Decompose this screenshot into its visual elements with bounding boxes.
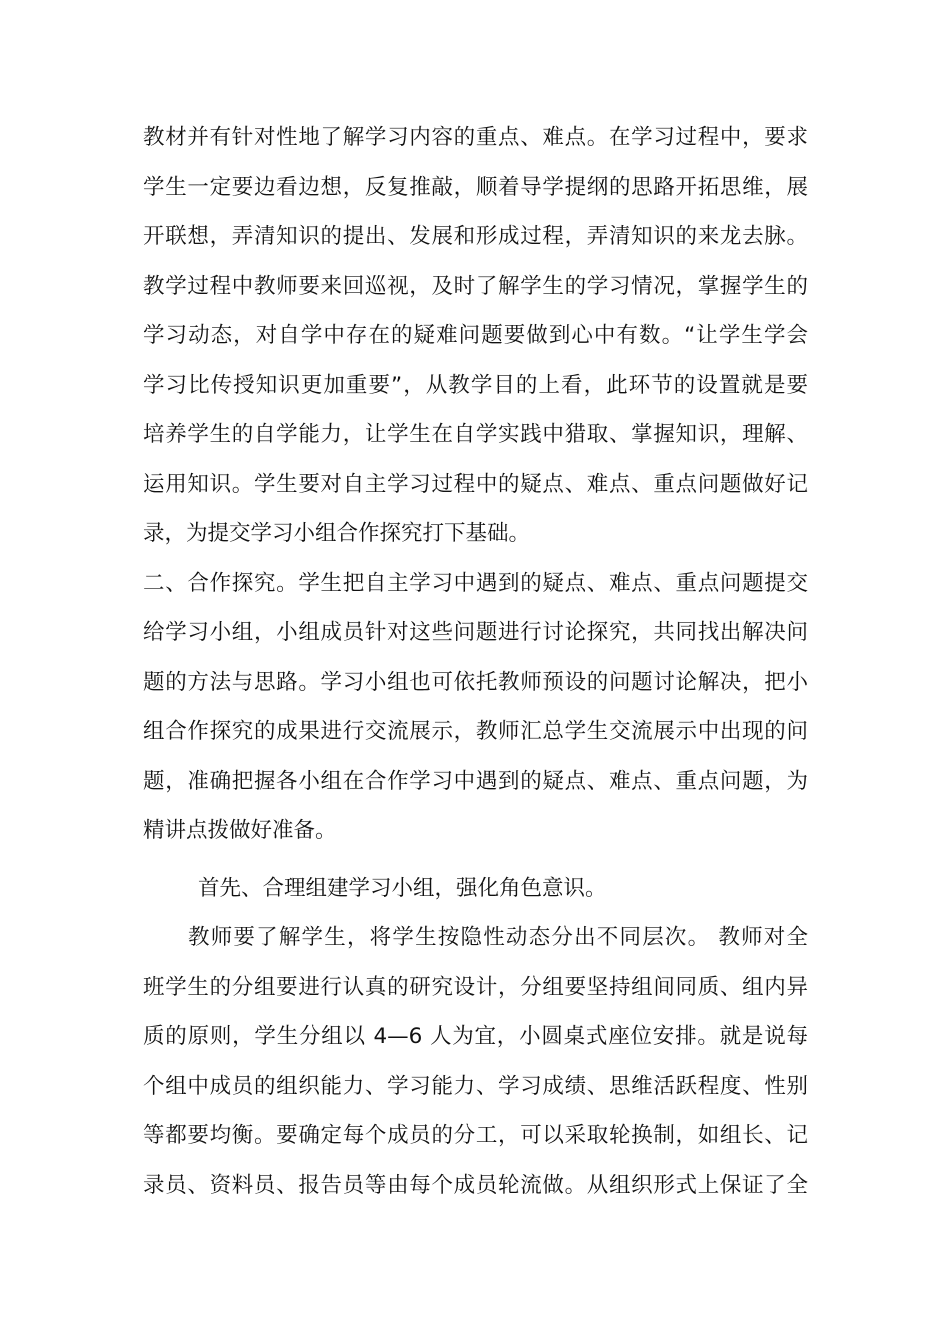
text-line: 运用知识。学生要对自主学习过程中的疑点、难点、重点问题做好记 [143, 471, 808, 497]
text-line: 题的方法与思路。学习小组也可依托教师预设的问题讨论解决，把小 [143, 669, 808, 695]
text-line: 等都要均衡。要确定每个成员的分工，可以采取轮换制，如组长、记 [143, 1123, 808, 1148]
text-line: 录，为提交学习小组合作探究打下基础。 [143, 521, 531, 546]
document-body [143, 113, 808, 1210]
text-line: 教学过程中教师要来回巡视，及时了解学生的学习情况，掌握学生的 [143, 273, 808, 299]
text-line: 开联想，弄清知识的提出、发展和形成过程，弄清知识的来龙去脉。 [143, 224, 808, 249]
text-line: 学习比传授知识更加重要”，从教学目的上看，此环节的设置就是要 [143, 372, 808, 398]
text-line: 组合作探究的成果进行交流展示，教师汇总学生交流展示中出现的问 [143, 719, 808, 744]
text-line: 题，准确把握各小组在合作学习中遇到的疑点、难点、重点问题，为 [143, 768, 808, 794]
text-line: 给学习小组，小组成员针对这些问题进行讨论探究，共同找出解决问 [143, 620, 808, 645]
text-line: 教师要了解学生，将学生按隐性动态分出不同层次。 教师对全 [188, 925, 808, 950]
paragraph-3 [143, 864, 808, 914]
paragraph-2 [143, 559, 808, 856]
text-line: 录员、资料员、报告员等由每个成员轮流做。从组织形式上保证了全 [143, 1172, 808, 1198]
text-line: 班学生的分组要进行认真的研究设计，分组要坚持组间同质、组内异 [143, 974, 808, 1000]
text-line: 二、合作探究。学生把自主学习中遇到的疑点、难点、重点问题提交 [143, 570, 808, 596]
text-line: 培养学生的自学能力，让学生在自学实践中猎取、掌握知识，理解、 [143, 422, 808, 447]
text-line: 质的原则，学生分组以 4—6 人为宜，小圆桌式座位安排。就是说每 [143, 1024, 808, 1049]
section-heading: 首先、合理组建学习小组，强化角色意识。 [198, 875, 607, 901]
paragraph-4 [143, 913, 808, 1210]
text-line: 学习动态，对自学中存在的疑难问题要做到心中有数。“让学生学会 [143, 323, 808, 348]
text-line: 个组中成员的组织能力、学习能力、学习成绩、思维活跃程度、性别 [143, 1073, 808, 1099]
text-line: 教材并有针对性地了解学习内容的重点、难点。在学习过程中，要求 [143, 125, 808, 150]
text-line: 学生一定要边看边想，反复推敲，顺着导学提纲的思路开拓思维，展 [143, 174, 808, 200]
text-line: 精讲点拨做好准备。 [143, 818, 337, 843]
paragraph-1 [143, 113, 808, 559]
